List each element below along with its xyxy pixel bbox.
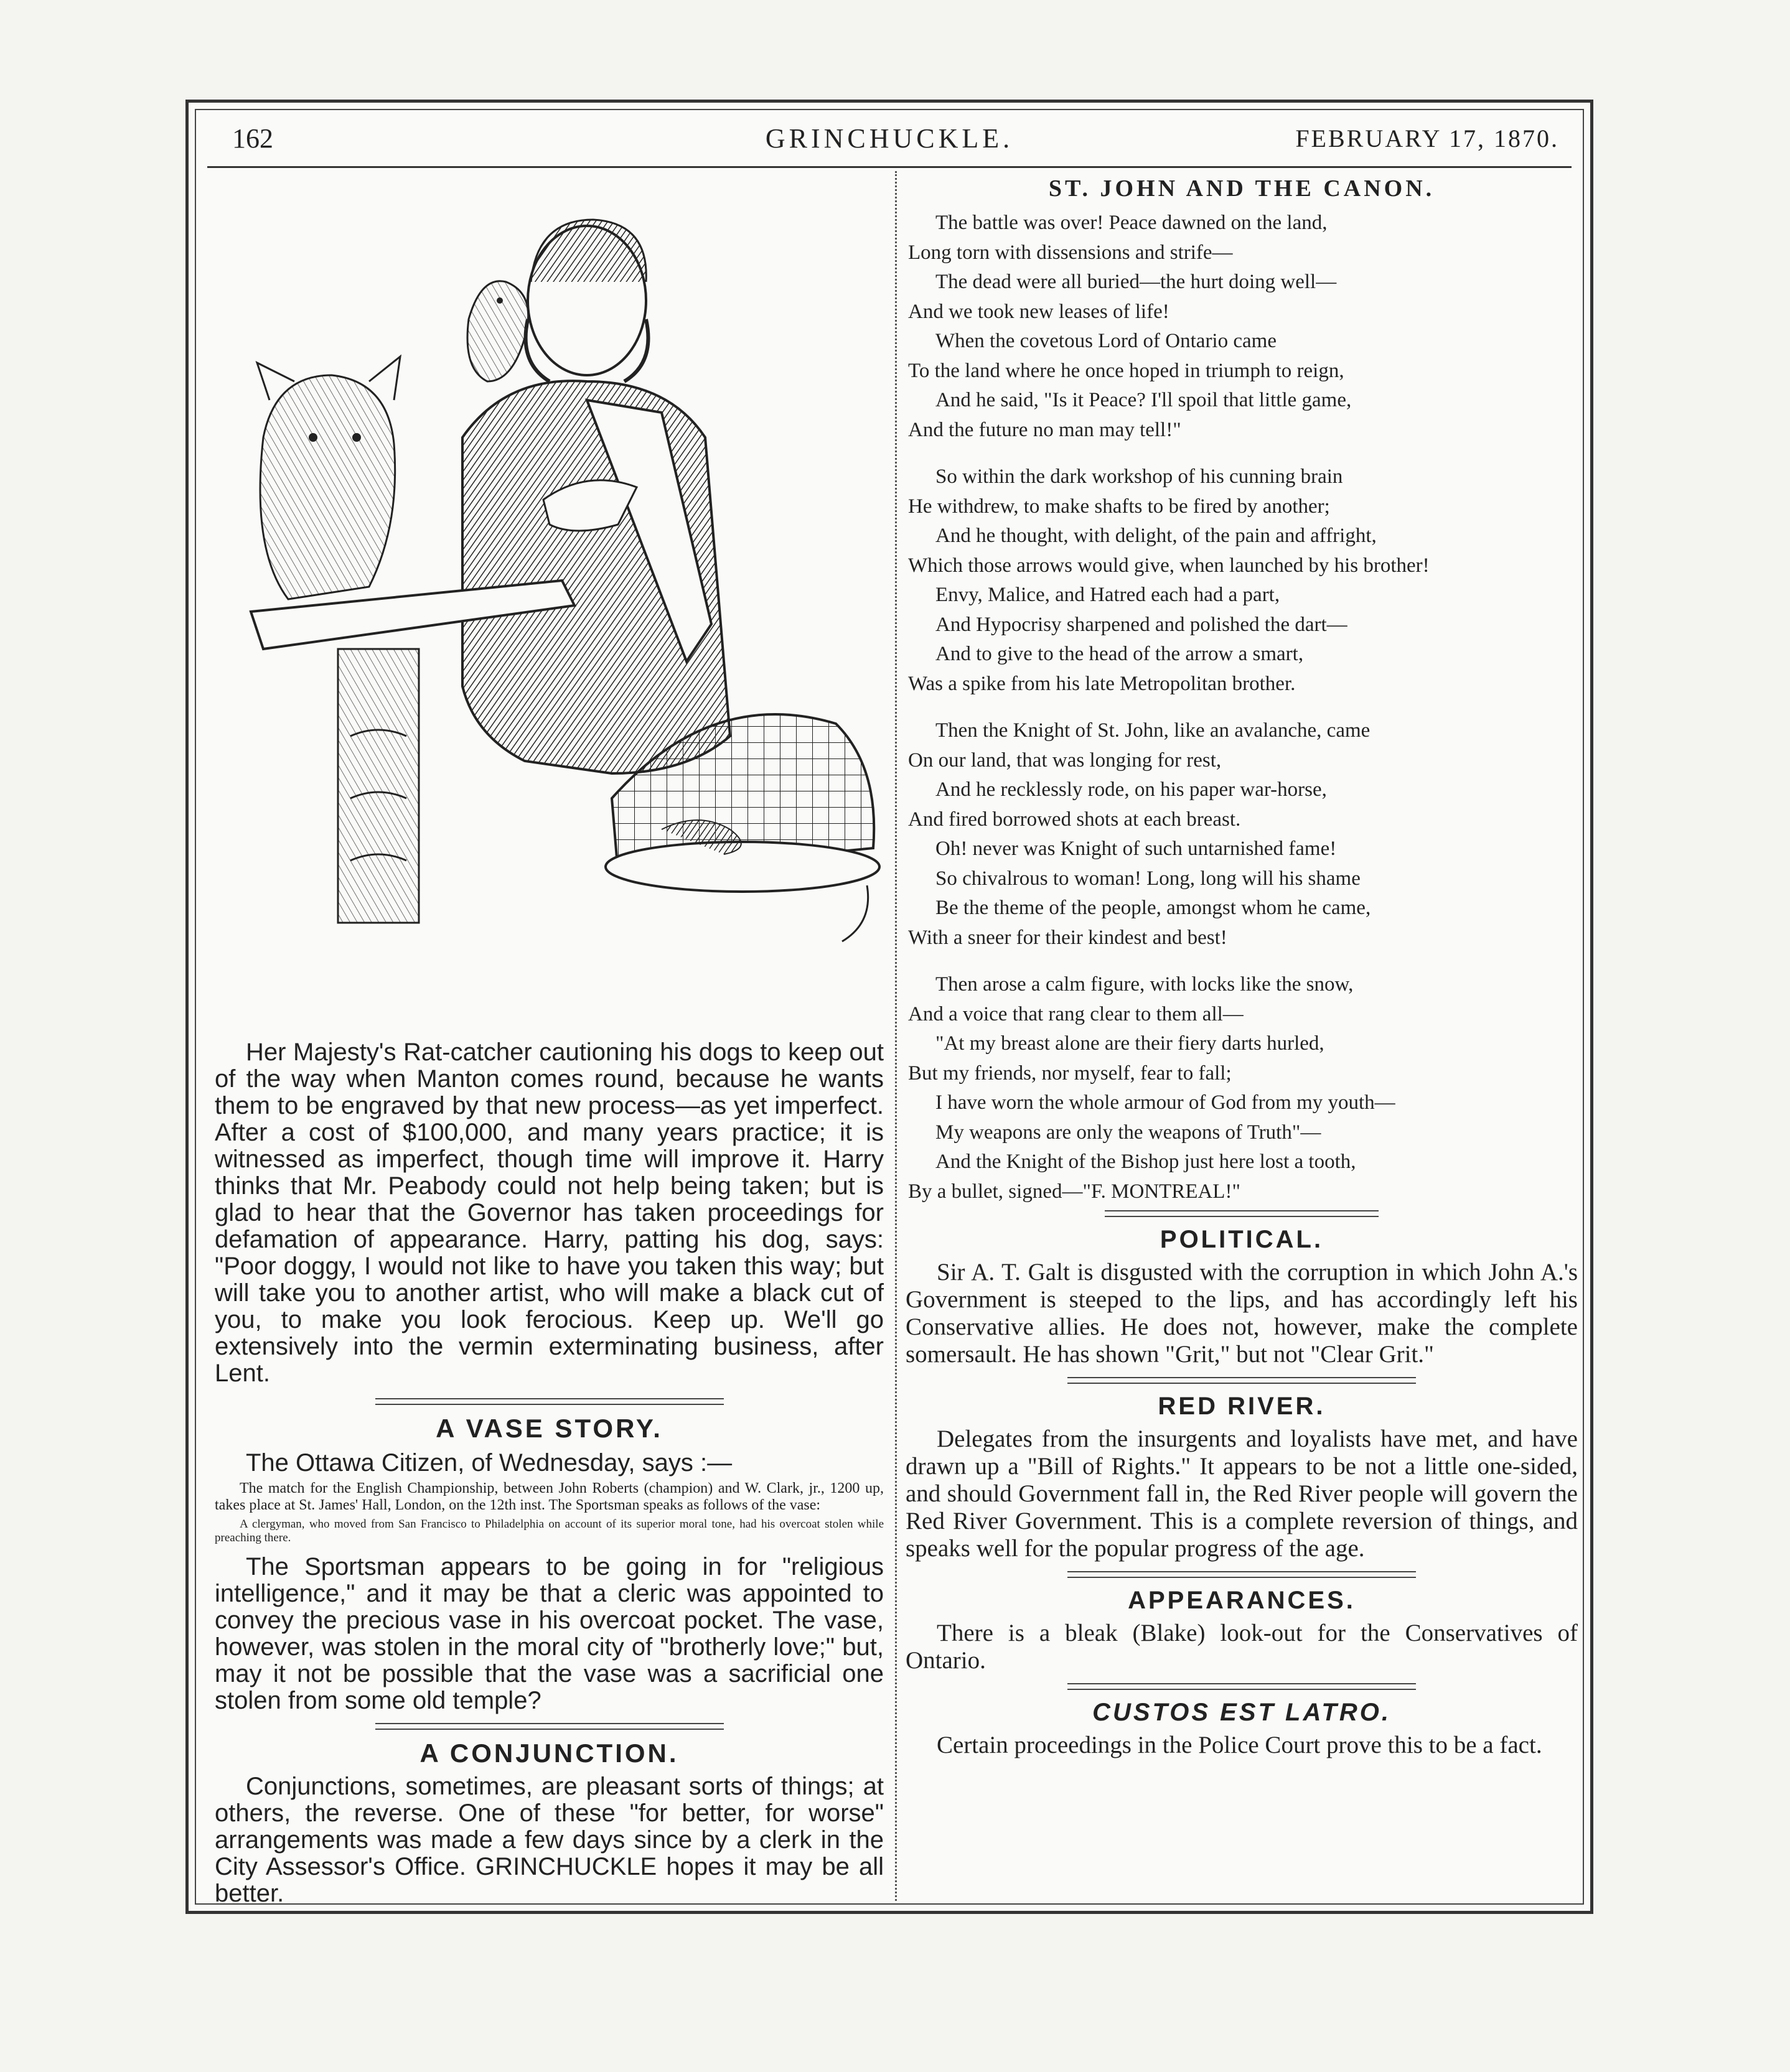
- column-divider: [895, 171, 897, 1901]
- appearances-body: There is a bleak (Blake) look-out for the Conservatives of Ontario.: [906, 1620, 1578, 1674]
- poem-line: Was a spike from his late Metropolitan brother.: [908, 672, 1296, 695]
- red-river-title: RED RIVER.: [1158, 1393, 1326, 1420]
- vase-story-quote: The match for the English Championship, between John Roberts (champion) and W. Clark, jr., 1200 up, takes place at St. James' Hall, London, on the 12th inst. The Sportsman speaks as follows of the vase:: [215, 1480, 884, 1513]
- section-rule: [375, 1398, 724, 1405]
- poem-line: And to give to the head of the arrow a smart,: [935, 643, 1304, 665]
- appearances-title: APPEARANCES.: [1128, 1587, 1356, 1614]
- left-column: [215, 1039, 884, 1907]
- poem-line: And the Knight of the Bishop just here lost a tooth,: [935, 1150, 1356, 1173]
- poem-line: So within the dark workshop of his cunning brain: [935, 465, 1343, 488]
- vase-story-intro: The Ottawa Citizen, of Wednesday, says :—: [246, 1449, 733, 1477]
- poem-line: And fired borrowed shots at each breast.: [908, 808, 1241, 831]
- red-river-body: Delegates from the insurgents and loyalists have met, and have drawn up a "Bill of Rights." It appears to be not a little one-sided, and should Government fall in, the Red River people will govern the Red River Government. This is a complete reversion of things, and speaks well for the popular progress of the age.: [906, 1426, 1578, 1562]
- poem-line: So chivalrous to woman! Long, long will his shame: [935, 867, 1361, 890]
- issue-date: FEBRUARY 17, 1870.: [1295, 124, 1559, 152]
- poem-stanza: [906, 970, 1578, 1206]
- conjunction-body: Conjunctions, sometimes, are pleasant sorts of things; at others, the reverse. One of these "for better, for worse" arrangements was made a few days since by a clerk in the City Assessor's Office. GRINCHUCKLE hopes it may be all better.: [215, 1773, 884, 1907]
- poem-line: The battle was over! Peace dawned on the land,: [935, 212, 1328, 234]
- engraving-illustration: [213, 176, 886, 1038]
- poem-line: Long torn with dissensions and strife—: [908, 241, 1233, 264]
- publication-title: GRINCHUCKLE.: [765, 123, 1014, 154]
- custos-body: Certain proceedings in the Police Court prove this to be a fact.: [937, 1732, 1542, 1758]
- poem-line: Envy, Malice, and Hatred each had a part,: [935, 584, 1280, 606]
- poem-title: ST. JOHN AND THE CANON.: [1048, 175, 1435, 202]
- section-rule: [1067, 1683, 1416, 1690]
- poem-line: And he thought, with delight, of the pain and affright,: [935, 525, 1377, 547]
- poem-stanza: [906, 208, 1578, 445]
- poem-line: He withdrew, to make shafts to be fired by another;: [908, 495, 1330, 518]
- vase-story-body: The Sportsman appears to be going in for "religious intelligence," and it may be that a cleric was appointed to convey the precious vase in his overcoat pocket. The vase, however, was stolen in the moral city of "brotherly love;" but, may it not be possible that the vase was a sacrificial one stolen from some old temple?: [215, 1553, 884, 1714]
- poem-line: And he said, "Is it Peace? I'll spoil that little game,: [935, 389, 1352, 411]
- political-body: Sir A. T. Galt is disgusted with the corruption in which John A.'s Government is steeped to the lips, and has accordingly left his Conservative allies. He does not, however, make the complete somersault. He has shown "Grit," but not "Clear Grit.": [906, 1259, 1578, 1368]
- poem-line: Which those arrows would give, when launched by his brother!: [908, 554, 1430, 577]
- poem-line: And a voice that rang clear to them all—: [908, 1002, 1244, 1025]
- section-rule: [1067, 1571, 1416, 1578]
- poem-line: My weapons are only the weapons of Truth"—: [935, 1121, 1321, 1144]
- poem-stanza: [906, 462, 1578, 699]
- political-title: POLITICAL.: [1160, 1226, 1324, 1253]
- poem-line: By a bullet, signed—"F. MONTREAL!": [908, 1180, 1240, 1203]
- poem-line: To the land where he once hoped in triumph to reign,: [908, 359, 1344, 382]
- illustration-caption: Her Majesty's Rat-catcher cautioning his dogs to keep out of the way when Manton comes round, because he wants them to be engraved by that new process—as yet imperfect. After a cost of $100,000, and many years practice; it is witnessed as imperfect, though time will improve it. Harry thinks that Mr. Peabody could not help being taken; but is glad to hear that the Governor has taken proceedings for defamation of appearance. Harry, patting his dog, says: "Poor doggy, I would not like to have you taken this way; but will take you to another artist, who will make a black cut of you, to make you look ferocious. Keep up. We'll go extensively into the vermin exterminating business, after Lent.: [215, 1038, 884, 1387]
- poem-stanza: [906, 716, 1578, 953]
- section-rule: [375, 1723, 724, 1730]
- poem-line: I have worn the whole armour of God from my youth—: [935, 1091, 1395, 1114]
- custos-title: CUSTOS EST LATRO.: [1092, 1699, 1391, 1726]
- section-rule: [1067, 1377, 1416, 1384]
- page-number: 162: [232, 123, 273, 154]
- poem-line: With a sneer for their kindest and best!: [908, 926, 1227, 949]
- poem-line: "At my breast alone are their fiery darts hurled,: [935, 1032, 1324, 1055]
- right-column: [906, 170, 1578, 1759]
- poem-line: The dead were all buried—the hurt doing well—: [935, 271, 1337, 293]
- section-rule: [1105, 1210, 1379, 1217]
- poem-line: Oh! never was Knight of such untarnished fame!: [935, 838, 1337, 860]
- poem-line: And the future no man may tell!": [908, 418, 1181, 441]
- poem-line: And we took new leases of life!: [908, 300, 1169, 323]
- poem-line: But my friends, nor myself, fear to fall;: [908, 1062, 1232, 1085]
- poem-line: Be the theme of the people, amongst whom he came,: [935, 897, 1371, 919]
- poem-line: And he recklessly rode, on his paper war-horse,: [935, 778, 1327, 801]
- poem-line: Then arose a calm figure, with locks like the snow,: [935, 973, 1354, 996]
- page-frame: [185, 100, 1593, 1914]
- poem-line: When the covetous Lord of Ontario came: [935, 330, 1277, 352]
- vase-story-title: A VASE STORY.: [436, 1414, 663, 1443]
- poem-line: And Hypocrisy sharpened and polished the dart—: [935, 613, 1347, 636]
- conjunction-title: A CONJUNCTION.: [419, 1738, 679, 1768]
- vase-story-footnote: A clergyman, who moved from San Francisco to Philadelphia on account of its superior moral tone, had his overcoat stolen while preaching there.: [215, 1518, 884, 1544]
- poem-line: Then the Knight of St. John, like an avalanche, came: [935, 719, 1371, 742]
- poem-line: On our land, that was longing for rest,: [908, 749, 1222, 772]
- page-header: [207, 116, 1572, 168]
